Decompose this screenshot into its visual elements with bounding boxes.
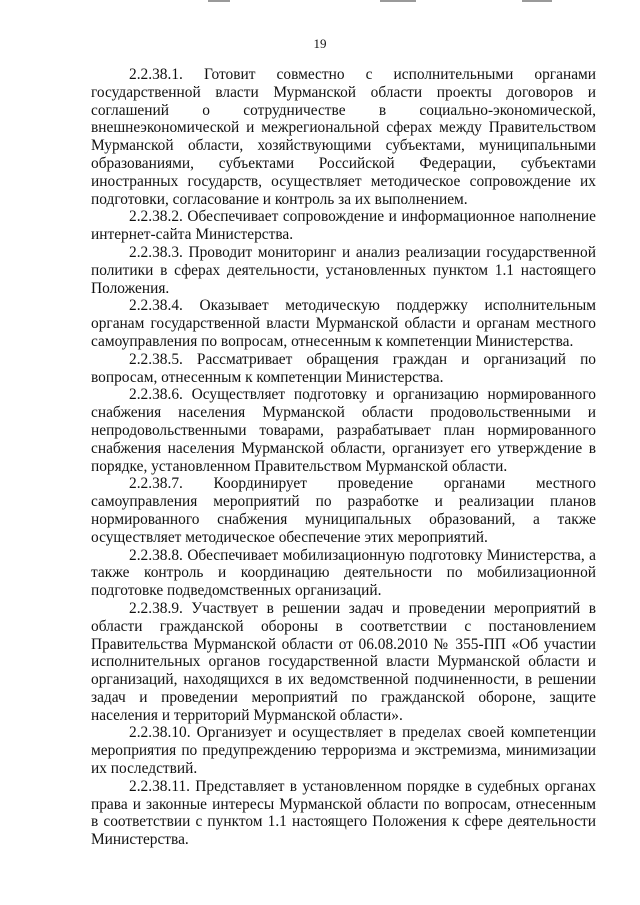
paragraph-2-2-38-9: 2.2.38.9. Участвует в решении задач и проведении мероприятий в области гражданской обороны в соответствии с постановлением Правительства Мурманской области от 06.08.2010 № 355-ПП «Об участии исполнительных органов государственной власти Мурманской области и организаций, находящихся в их ведомственной подчиненности, в решении задач и проведении мероприятий по гражданской обороне, защите населения и территорий Мурманской области».	[91, 599, 596, 724]
paragraph-2-2-38-1: 2.2.38.1. Готовит совместно с исполнительными органами государственной власти Мурманской области проекты договоров и соглашений о сотрудничестве в социально-экономической, внешнеэкономической и межрегиональной сферах между Правительством Мурманской области, хозяйствующими субъектами, муниципальными образованиями, субъектами Российской Федерации, субъектами иностранных государств, осуществляет методическое сопровождение их подготовки, согласование и контроль за их выполнением.	[91, 66, 596, 208]
paragraph-2-2-38-6: 2.2.38.6. Осуществляет подготовку и организацию нормированного снабжения населения Мурманской области продовольственными и непродовольственными товарами, разрабатывает план нормированного снабжения населения Мурманской области, организует его утверждение в порядке, установленном Правительством Мурманской области.	[91, 386, 596, 475]
paragraph-2-2-38-11: 2.2.38.11. Представляет в установленном порядке в судебных органах права и законные интересы Мурманской области по вопросам, отнесенным в соответствии с пунктом 1.1 настоящего Положения к сфере деятельности Министерства.	[91, 777, 596, 849]
paragraph-2-2-38-4: 2.2.38.4. Оказывает методическую поддержку исполнительным органам государственной власти Мурманской области и органам местного самоуправления по вопросам, отнесенным к компетенции Министерства.	[91, 297, 596, 350]
paragraph-2-2-38-3: 2.2.38.3. Проводит мониторинг и анализ реализации государственной политики в сферах деятельности, установленных пунктом 1.1 настоящего Положения.	[91, 243, 596, 297]
document-body	[91, 66, 596, 849]
page-number: 19	[313, 36, 327, 51]
paragraph-2-2-38-7: 2.2.38.7. Координирует проведение органами местного самоуправления мероприятий по разработке и реализации планов нормированного снабжения муниципальных образований, а также осуществляет методическое обеспечение этих мероприятий.	[91, 475, 596, 546]
paragraph-2-2-38-5: 2.2.38.5. Рассматривает обращения граждан и организаций по вопросам, отнесенным к компетенции Министерства.	[91, 350, 596, 386]
paragraph-2-2-38-8: 2.2.38.8. Обеспечивает мобилизационную подготовку Министерства, а также контроль и координацию деятельности по мобилизационной подготовке подведомственных организаций.	[91, 546, 596, 600]
paragraph-2-2-38-10: 2.2.38.10. Организует и осуществляет в пределах своей компетенции мероприятия по предупреждению терроризма и экстремизма, минимизации их последствий.	[91, 724, 596, 778]
paragraph-2-2-38-2: 2.2.38.2. Обеспечивает сопровождение и информационное наполнение интернет-сайта Министерства.	[91, 208, 596, 244]
scan-mark	[380, 0, 416, 2]
scan-header-marks	[0, 0, 640, 6]
scan-mark	[208, 0, 230, 2]
scan-mark	[522, 0, 552, 2]
